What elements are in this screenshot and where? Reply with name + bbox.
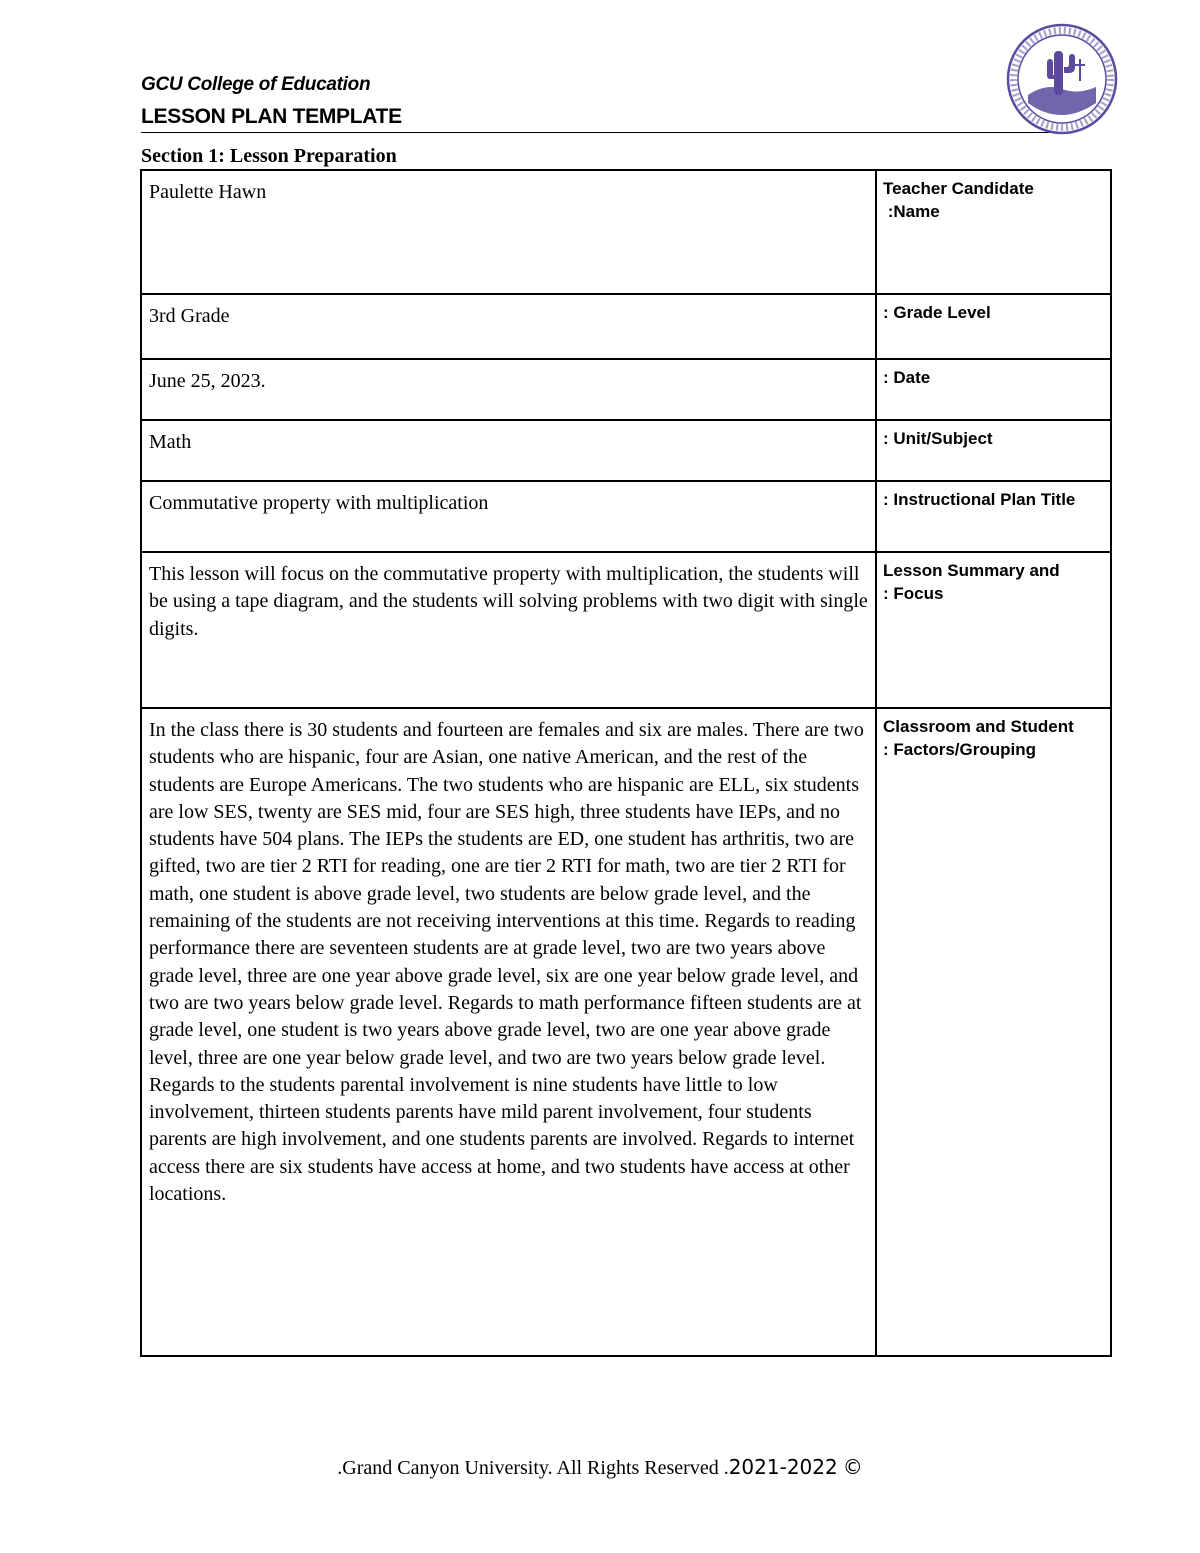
copyright-symbol: © [842, 1455, 863, 1479]
table-row [141, 170, 1111, 294]
grade-level-label: : Grade Level [876, 294, 1111, 359]
lesson-summary-value: This lesson will focus on the commutative property with multiplication, the students will be using a tape diagram, and the students will solving problems with two digit with single digits. [141, 552, 876, 708]
classroom-factors-label: Classroom and Student : Factors/Grouping [876, 708, 1111, 1356]
table-row [141, 359, 1111, 420]
table-row [141, 481, 1111, 552]
template-title: LESSON PLAN TEMPLATE [141, 105, 402, 128]
college-name: GCU College of Education [141, 74, 371, 95]
classroom-factors-value: In the class there is 30 students and fourteen are females and six are males. There are two students who are hispanic, four are Asian, one native American, and the rest of the students are Europe Americans. The two students who are hispanic are ELL, six students are low SES, twenty are SES mid, four are SES high, three students have IEPs, and no students have 504 plans. The IEPs the students are ED, one student has arthritis, two are gifted, two are tier 2 RTI for reading, one are tier 2 RTI for math, two are tier 2 RTI for math, one student is above grade level, two students are below grade level, and the remaining of the students are not receiving interventions at this time. Regards to reading performance there are seventeen students are at grade level, two are two years above grade level, three are one year above grade level, six are one year below grade level, and two are two years below grade level. Regards to math performance fifteen students are at grade level, one student is two years above grade level, two are one year above grade level, three are one year below grade level, and two are two years below grade level. Regards to the students parental involvement is nine students have little to low involvement, thirteen students parents have mild parent involvement, four students parents are high involvement, and one students parents are involved. Regards to internet access there are six students have access at home, and two students have access at other locations. [141, 708, 876, 1356]
lesson-summary-label: Lesson Summary and : Focus [876, 552, 1111, 708]
section-heading: Section 1: Lesson Preparation [141, 145, 397, 167]
date-label: : Date [876, 359, 1111, 420]
plan-title-label: : Instructional Plan Title [876, 481, 1111, 552]
lesson-preparation-table [140, 169, 1112, 1357]
header-divider [141, 132, 1059, 133]
university-seal-icon [1006, 23, 1118, 135]
unit-subject-label: : Unit/Subject [876, 420, 1111, 481]
table-row [141, 552, 1111, 708]
plan-title-value: Commutative property with multiplication [141, 481, 876, 552]
teacher-name-value: Paulette Hawn [141, 170, 876, 294]
unit-subject-value: Math [141, 420, 876, 481]
table-row [141, 708, 1111, 1356]
table-row [141, 420, 1111, 481]
copyright-footer [0, 1455, 1200, 1480]
date-value: June 25, 2023. [141, 359, 876, 420]
footer-text: .Grand Canyon University. All Rights Reserved . [337, 1457, 729, 1479]
footer-years: 2021-2022 [728, 1455, 838, 1479]
table-row [141, 294, 1111, 359]
grade-level-value: 3rd Grade [141, 294, 876, 359]
teacher-name-label: Teacher Candidate :Name [876, 170, 1111, 294]
